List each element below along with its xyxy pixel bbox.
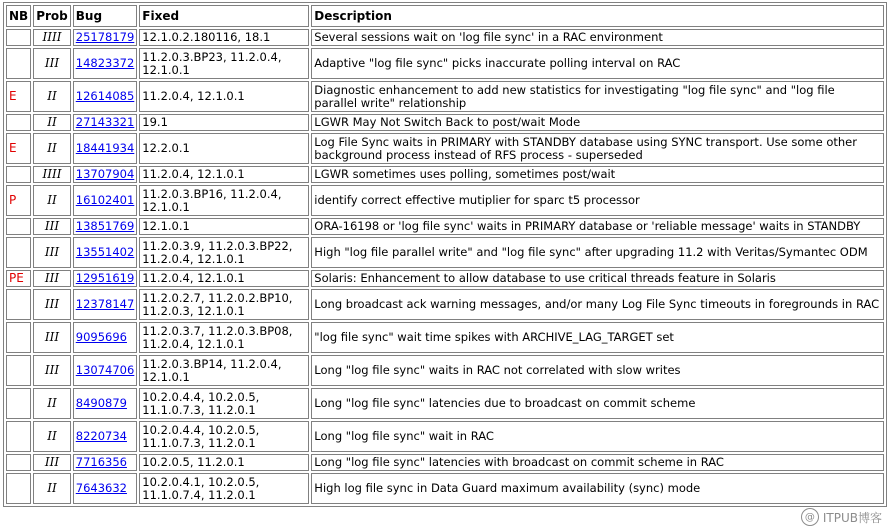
bug-link[interactable]: 14823372 [75, 56, 135, 70]
bug-cell [73, 114, 138, 131]
nb-cell [6, 48, 31, 79]
bug-cell [73, 133, 138, 164]
bug-link[interactable]: 12378147 [75, 297, 135, 311]
description-cell: LGWR sometimes uses polling, sometimes post/wait [311, 166, 884, 183]
bug-link[interactable]: 13707904 [75, 167, 135, 181]
table-row [6, 473, 884, 504]
fixed-cell: 11.2.0.4, 12.1.0.1 [139, 270, 309, 287]
fixed-cell: 10.2.0.4.4, 10.2.0.5, 11.1.0.7.3, 11.2.0.1 [139, 421, 309, 452]
bug-cell [73, 81, 138, 112]
description-cell: Long "log file sync" waits in RAC not correlated with slow writes [311, 355, 884, 386]
at-sign-icon: @ [801, 508, 819, 526]
bug-link[interactable]: 18441934 [75, 141, 135, 155]
table-row [6, 421, 884, 452]
table-row [6, 237, 884, 268]
bug-link[interactable]: 12614085 [75, 89, 135, 103]
bug-link[interactable]: 9095696 [75, 330, 127, 344]
prob-cell: II [33, 114, 71, 131]
header-prob: Prob [33, 5, 71, 27]
prob-cell: II [33, 473, 71, 504]
fixed-cell: 11.2.0.4, 12.1.0.1 [139, 81, 309, 112]
prob-cell: II [33, 133, 71, 164]
prob-cell: IIII [33, 166, 71, 183]
bug-link[interactable]: 8490879 [75, 396, 127, 410]
nb-cell [6, 355, 31, 386]
table-row [6, 270, 884, 287]
table-row [6, 322, 884, 353]
description-cell: Several sessions wait on 'log file sync' in a RAC environment [311, 29, 884, 46]
bug-link[interactable]: 8220734 [75, 429, 127, 443]
bug-link[interactable]: 12951619 [75, 271, 135, 285]
nb-cell: E [6, 81, 31, 112]
bug-link[interactable]: 27143321 [75, 115, 135, 129]
description-cell: Adaptive "log file sync" picks inaccurate polling interval on RAC [311, 48, 884, 79]
bug-link[interactable]: 7716356 [75, 455, 127, 469]
table-row [6, 185, 884, 216]
bug-cell [73, 166, 138, 183]
description-cell: Long "log file sync" latencies due to broadcast on commit scheme [311, 388, 884, 419]
bug-link[interactable]: 13551402 [75, 245, 135, 259]
bug-link[interactable]: 25178179 [75, 30, 135, 44]
description-cell: Long broadcast ack warning messages, and/or many Log File Sync timeouts in foregrounds in RAC [311, 289, 884, 320]
bug-cell [73, 29, 138, 46]
table-row [6, 29, 884, 46]
description-cell: identify correct effective mutiplier for sparc t5 processor [311, 185, 884, 216]
description-cell: LGWR May Not Switch Back to post/wait Mode [311, 114, 884, 131]
header-nb: NB [6, 5, 31, 27]
description-cell: Diagnostic enhancement to add new statistics for investigating "log file sync" and "log file parallel write" relationship [311, 81, 884, 112]
prob-cell: III [33, 322, 71, 353]
bug-cell [73, 388, 138, 419]
fixed-cell: 10.2.0.5, 11.2.0.1 [139, 454, 309, 471]
nb-cell [6, 421, 31, 452]
nb-cell [6, 388, 31, 419]
prob-cell: II [33, 81, 71, 112]
table-row [6, 454, 884, 471]
fixed-cell: 12.1.0.2.180116, 18.1 [139, 29, 309, 46]
watermark [798, 508, 885, 526]
bug-cell [73, 473, 138, 504]
nb-cell [6, 29, 31, 46]
bug-cell [73, 185, 138, 216]
prob-cell: III [33, 355, 71, 386]
header-row [6, 5, 884, 27]
bug-cell [73, 421, 138, 452]
table-row [6, 114, 884, 131]
header-fixed: Fixed [139, 5, 309, 27]
bug-cell [73, 48, 138, 79]
prob-cell: II [33, 185, 71, 216]
fixed-cell: 11.2.0.2.7, 11.2.0.2.BP10, 11.2.0.3, 12.1.0.1 [139, 289, 309, 320]
prob-cell: III [33, 48, 71, 79]
fixed-cell: 11.2.0.3.9, 11.2.0.3.BP22, 11.2.0.4, 12.1.0.1 [139, 237, 309, 268]
prob-cell: III [33, 218, 71, 235]
prob-cell: II [33, 421, 71, 452]
fixed-cell: 11.2.0.3.BP16, 11.2.0.4, 12.1.0.1 [139, 185, 309, 216]
description-cell: High "log file parallel write" and "log file sync" after upgrading 11.2 with Veritas/Symantec ODM [311, 237, 884, 268]
bug-cell [73, 289, 138, 320]
watermark-text: ITPUB博客 [822, 510, 882, 525]
nb-cell [6, 166, 31, 183]
fixed-cell: 19.1 [139, 114, 309, 131]
bug-cell [73, 355, 138, 386]
bug-cell [73, 454, 138, 471]
bug-link[interactable]: 13851769 [75, 219, 135, 233]
table-row [6, 218, 884, 235]
header-description: Description [311, 5, 884, 27]
nb-cell [6, 114, 31, 131]
bug-link[interactable]: 7643632 [75, 481, 127, 495]
fixed-cell: 10.2.0.4.4, 10.2.0.5, 11.1.0.7.3, 11.2.0.1 [139, 388, 309, 419]
table-row [6, 289, 884, 320]
bug-cell [73, 218, 138, 235]
bug-link[interactable]: 13074706 [75, 363, 135, 377]
table-row [6, 81, 884, 112]
prob-cell: III [33, 454, 71, 471]
prob-cell: III [33, 237, 71, 268]
bug-link[interactable]: 16102401 [75, 193, 135, 207]
description-cell: Solaris: Enhancement to allow database to use critical threads feature in Solaris [311, 270, 884, 287]
fixed-cell: 10.2.0.4.1, 10.2.0.5, 11.1.0.7.4, 11.2.0.1 [139, 473, 309, 504]
fixed-cell: 11.2.0.3.7, 11.2.0.3.BP08, 11.2.0.4, 12.1.0.1 [139, 322, 309, 353]
table-row [6, 388, 884, 419]
bug-cell [73, 237, 138, 268]
nb-cell [6, 473, 31, 504]
description-cell: Long "log file sync" wait in RAC [311, 421, 884, 452]
bug-cell [73, 322, 138, 353]
prob-cell: IIII [33, 29, 71, 46]
header-bug: Bug [73, 5, 138, 27]
table-row [6, 48, 884, 79]
nb-cell [6, 322, 31, 353]
nb-cell [6, 289, 31, 320]
fixed-cell: 11.2.0.3.BP23, 11.2.0.4, 12.1.0.1 [139, 48, 309, 79]
fixed-cell: 12.2.0.1 [139, 133, 309, 164]
nb-cell [6, 218, 31, 235]
prob-cell: III [33, 270, 71, 287]
description-cell: Log File Sync waits in PRIMARY with STANDBY database using SYNC transport. Use some other background process instead of RFS process - superseded [311, 133, 884, 164]
description-cell: High log file sync in Data Guard maximum availability (sync) mode [311, 473, 884, 504]
description-cell: Long "log file sync" latencies with broadcast on commit scheme in RAC [311, 454, 884, 471]
nb-cell: PE [6, 270, 31, 287]
table-row [6, 355, 884, 386]
fixed-cell: 12.1.0.1 [139, 218, 309, 235]
description-cell: ORA-16198 or 'log file sync' waits in PRIMARY database or 'reliable message' waits in STANDBY [311, 218, 884, 235]
bug-table [3, 2, 887, 507]
nb-cell [6, 454, 31, 471]
description-cell: "log file sync" wait time spikes with ARCHIVE_LAG_TARGET set [311, 322, 884, 353]
nb-cell [6, 237, 31, 268]
table-row [6, 133, 884, 164]
table-row [6, 166, 884, 183]
prob-cell: III [33, 289, 71, 320]
prob-cell: II [33, 388, 71, 419]
fixed-cell: 11.2.0.3.BP14, 11.2.0.4, 12.1.0.1 [139, 355, 309, 386]
nb-cell: E [6, 133, 31, 164]
bug-cell [73, 270, 138, 287]
fixed-cell: 11.2.0.4, 12.1.0.1 [139, 166, 309, 183]
nb-cell: P [6, 185, 31, 216]
